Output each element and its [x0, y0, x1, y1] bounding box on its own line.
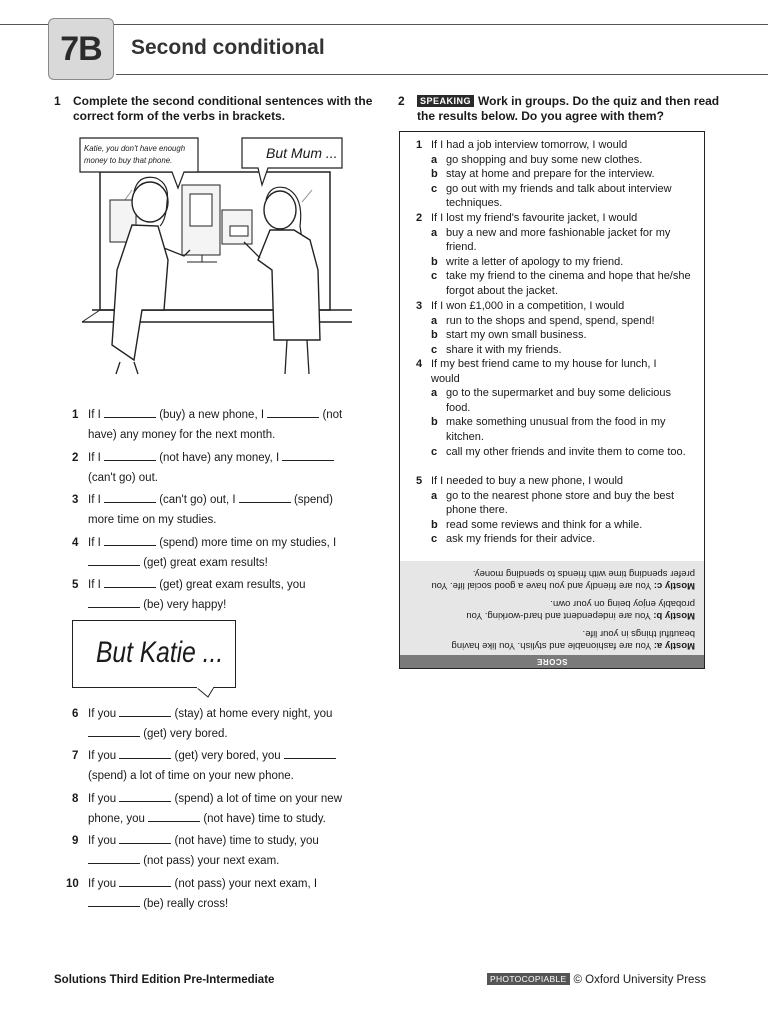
- sentence-10: [66, 874, 356, 914]
- sentence-text: (spend) a lot of time on your new: [174, 793, 343, 805]
- sentence-text: If you: [88, 750, 120, 762]
- answer-blank[interactable]: [119, 875, 171, 887]
- question-number: 4: [416, 358, 423, 370]
- quiz-option[interactable]: [431, 518, 696, 533]
- unit-badge: [48, 18, 114, 80]
- sentence-text: (spend): [293, 494, 333, 506]
- option-letter: c: [431, 445, 438, 458]
- sentence-text: If you: [88, 835, 120, 847]
- option-text: take my friend to the cinema and hope that he/she forgot about the jacket.: [446, 270, 691, 297]
- sentence-text: (not pass) your next exam.: [143, 855, 280, 867]
- but-katie-text: But Katie ...: [96, 636, 224, 669]
- score-result-a: [405, 627, 695, 651]
- quiz-option[interactable]: [431, 386, 696, 415]
- quiz-option[interactable]: [431, 153, 696, 168]
- sentence-6: [72, 704, 362, 744]
- sentence-text: (not pass) your next exam, I: [174, 878, 318, 890]
- sentence-text: (get) great exam results!: [143, 557, 268, 569]
- sentence-number: 6: [72, 708, 79, 720]
- sentence-text: (not: [322, 409, 343, 421]
- copyright-text: © Oxford University Press: [573, 974, 706, 986]
- sentence-1: [72, 405, 362, 445]
- sentence-text: phone, you: [88, 813, 149, 825]
- option-text: run to the shops and spend, spend, spend!: [446, 314, 655, 327]
- option-letter: b: [431, 416, 438, 429]
- quiz-option[interactable]: [431, 182, 696, 211]
- sentence-text: (not have) time to study.: [203, 813, 326, 825]
- sentence-text: If I: [88, 537, 104, 549]
- sentence-number: 4: [72, 537, 79, 549]
- sentence-9: [72, 831, 362, 871]
- option-letter: a: [431, 489, 438, 502]
- option-text: go to the supermarket and buy some delicious food.: [446, 387, 672, 414]
- answer-blank[interactable]: [267, 406, 319, 418]
- sentence-text: If I: [88, 409, 104, 421]
- sentence-text: If I: [88, 579, 104, 591]
- question-number: 3: [416, 300, 423, 312]
- sentence-text: have) any money for the next month.: [88, 429, 276, 441]
- question-number: 5: [416, 475, 423, 487]
- option-text: ask my friends for their advice.: [446, 533, 596, 546]
- quiz-option[interactable]: [431, 445, 696, 460]
- page-title: Second conditional: [131, 36, 325, 59]
- option-letter: b: [431, 518, 438, 531]
- option-letter: b: [431, 329, 438, 342]
- sentence-text: (buy) a new phone, I: [159, 409, 268, 421]
- sentence-text: If I: [88, 452, 104, 464]
- option-letter: c: [431, 182, 438, 195]
- sentence-number: 2: [72, 452, 79, 464]
- answer-blank[interactable]: [88, 554, 140, 566]
- score-text: You are independent and hard-working. You: [466, 610, 654, 621]
- speech-bubble-mum: But Mum ...: [266, 145, 338, 161]
- option-text: read some reviews and think for a while.: [446, 518, 643, 531]
- quiz-option[interactable]: [431, 167, 696, 182]
- answer-blank[interactable]: [148, 810, 200, 822]
- sentence-number: 3: [72, 494, 79, 506]
- option-letter: a: [431, 153, 438, 166]
- exercise1-number: 1: [54, 94, 61, 108]
- option-letter: a: [431, 387, 438, 400]
- quiz-question-1: [416, 138, 696, 153]
- score-text: beautiful things in your life.: [582, 628, 695, 639]
- quiz-question-5: [416, 474, 696, 489]
- quiz-option[interactable]: [431, 415, 696, 444]
- sentence-text: (not have) any money, I: [159, 452, 283, 464]
- answer-blank[interactable]: [104, 491, 156, 503]
- question-text: If I had a job interview tomorrow, I would: [431, 139, 628, 151]
- sentence-7: [72, 746, 362, 786]
- sentence-text: (get) great exam results, you: [159, 579, 306, 591]
- sentence-text: more time on my studies.: [88, 514, 217, 526]
- option-text: buy a new and more fashionable jacket for my friend.: [446, 226, 671, 254]
- question-text: If I won £1,000 in a competition, I would: [431, 300, 625, 312]
- quiz-option[interactable]: [431, 489, 696, 518]
- photocopiable-badge: PHOTOCOPIABLE: [487, 973, 570, 985]
- question-text: If my best friend came to my house for lunch, I would: [431, 358, 657, 385]
- sentence-5: [72, 575, 362, 615]
- exercise1-instruction: Complete the second conditional sentences with the correct form of the verbs in brackets.: [73, 94, 373, 123]
- option-letter: b: [431, 255, 438, 268]
- score-key: Mostly c:: [653, 580, 695, 591]
- option-letter: a: [431, 314, 438, 327]
- sentence-text: (get) very bored.: [143, 728, 228, 740]
- score-result-c: [405, 567, 695, 591]
- but-katie-tail: [196, 687, 220, 699]
- answer-blank[interactable]: [88, 596, 140, 608]
- sentence-number: 5: [72, 579, 79, 591]
- top-rule: [0, 24, 768, 25]
- exercise2-number: 2: [398, 94, 405, 108]
- option-text: write a letter of apology to my friend.: [446, 255, 624, 268]
- sentence-text: (can't go) out.: [88, 472, 158, 484]
- quiz-option[interactable]: [431, 226, 696, 255]
- score-result-b: [405, 597, 695, 621]
- answer-blank[interactable]: [119, 747, 171, 759]
- option-letter: c: [431, 343, 438, 356]
- option-text: go out with my friends and talk about interview techniques.: [446, 182, 672, 210]
- footer-copyright: [487, 974, 706, 986]
- answer-blank[interactable]: [104, 449, 156, 461]
- quiz-option[interactable]: [431, 269, 696, 298]
- answer-blank[interactable]: [104, 406, 156, 418]
- sentence-8: [72, 789, 362, 829]
- option-letter: a: [431, 226, 438, 239]
- sentence-text: (stay) at home every night, you: [174, 708, 333, 720]
- sentence-text: (spend) a lot of time on your new phone.: [88, 770, 294, 782]
- sentence-text: If you: [88, 793, 120, 805]
- sentence-4: [72, 533, 362, 573]
- question-text: If I needed to buy a new phone, I would: [431, 475, 624, 487]
- option-text: call my other friends and invite them to come too.: [446, 445, 686, 458]
- option-text: go shopping and buy some new clothes.: [446, 153, 643, 166]
- sentence-number: 10: [66, 878, 79, 890]
- sentence-number: 1: [72, 409, 79, 421]
- option-text: make something unusual from the food in my kitchen.: [446, 416, 666, 443]
- header-rule: [116, 74, 768, 75]
- answer-blank[interactable]: [282, 449, 334, 461]
- sentence-text: If you: [88, 878, 120, 890]
- speaking-badge: SPEAKING: [417, 95, 474, 107]
- sentence-text: (be) very happy!: [143, 599, 227, 611]
- score-text: You are fashionable and stylish. You like having: [451, 640, 654, 651]
- sentence-number: 7: [72, 750, 79, 762]
- sentence-text: If you: [88, 708, 120, 720]
- instruction-line: Work in groups. Do the quiz and then read: [478, 94, 720, 108]
- quiz-question-4: [416, 357, 676, 386]
- quiz-option[interactable]: [431, 314, 696, 329]
- question-text: If I lost my friend's favourite jacket, I would: [431, 212, 638, 224]
- option-text: start my own small business.: [446, 329, 587, 342]
- quiz-question-3: [416, 299, 696, 314]
- sentence-2: [72, 448, 362, 488]
- quiz-option[interactable]: [431, 532, 696, 547]
- question-number: 2: [416, 212, 423, 224]
- score-text: probably enjoy being on your own.: [550, 598, 695, 609]
- quiz-option[interactable]: [431, 328, 696, 343]
- score-key: Mostly b:: [653, 610, 695, 621]
- option-letter: b: [431, 168, 438, 181]
- answer-blank[interactable]: [88, 725, 140, 737]
- answer-blank[interactable]: [284, 747, 336, 759]
- unit-label: 7B: [60, 29, 102, 68]
- instruction-line: the results below. Do you agree with them?: [417, 109, 664, 123]
- sentence-text: (be) really cross!: [143, 898, 229, 910]
- answer-blank[interactable]: [119, 790, 171, 802]
- sentence-text: (get) very bored, you: [174, 750, 284, 762]
- answer-blank[interactable]: [104, 576, 156, 588]
- answer-blank[interactable]: [119, 705, 171, 717]
- sentence-text: (can't go) out, I: [159, 494, 239, 506]
- footer-book-title: Solutions Third Edition Pre-Intermediate: [54, 974, 275, 986]
- quiz-question-2: [416, 211, 696, 226]
- quiz-option[interactable]: [431, 255, 696, 270]
- sentence-number: 8: [72, 793, 79, 805]
- answer-blank[interactable]: [239, 491, 291, 503]
- answer-blank[interactable]: [104, 534, 156, 546]
- answer-blank[interactable]: [119, 832, 171, 844]
- sentence-text: (spend) more time on my studies, I: [159, 537, 337, 549]
- sentence-text: If I: [88, 494, 104, 506]
- option-letter: c: [431, 533, 438, 546]
- score-results-upside-down: [400, 561, 704, 668]
- score-key: Mostly a:: [653, 640, 695, 651]
- exercise2-instruction: [417, 94, 727, 124]
- sentence-text: (not have) time to study, you: [174, 835, 319, 847]
- sentence-3: [72, 490, 362, 530]
- answer-blank[interactable]: [88, 895, 140, 907]
- score-text: prefer spending time with friends to spending money.: [472, 568, 695, 579]
- option-text: share it with my friends.: [446, 343, 562, 356]
- question-number: 1: [416, 139, 423, 151]
- illustration-shop-window: [72, 130, 360, 375]
- option-letter: c: [431, 270, 438, 283]
- option-text: go to the nearest phone store and buy the best phone there.: [446, 489, 675, 517]
- option-text: stay at home and prepare for the interview.: [446, 168, 655, 181]
- score-text: You are friendly and you have a good social life. You: [431, 580, 654, 591]
- speech-bubble-katie: Katie, you don't have enough money to buy that phone.: [84, 143, 186, 165]
- sentence-number: 9: [72, 835, 79, 847]
- score-label: SCORE: [536, 657, 568, 666]
- answer-blank[interactable]: [88, 852, 140, 864]
- quiz-option[interactable]: [431, 343, 696, 358]
